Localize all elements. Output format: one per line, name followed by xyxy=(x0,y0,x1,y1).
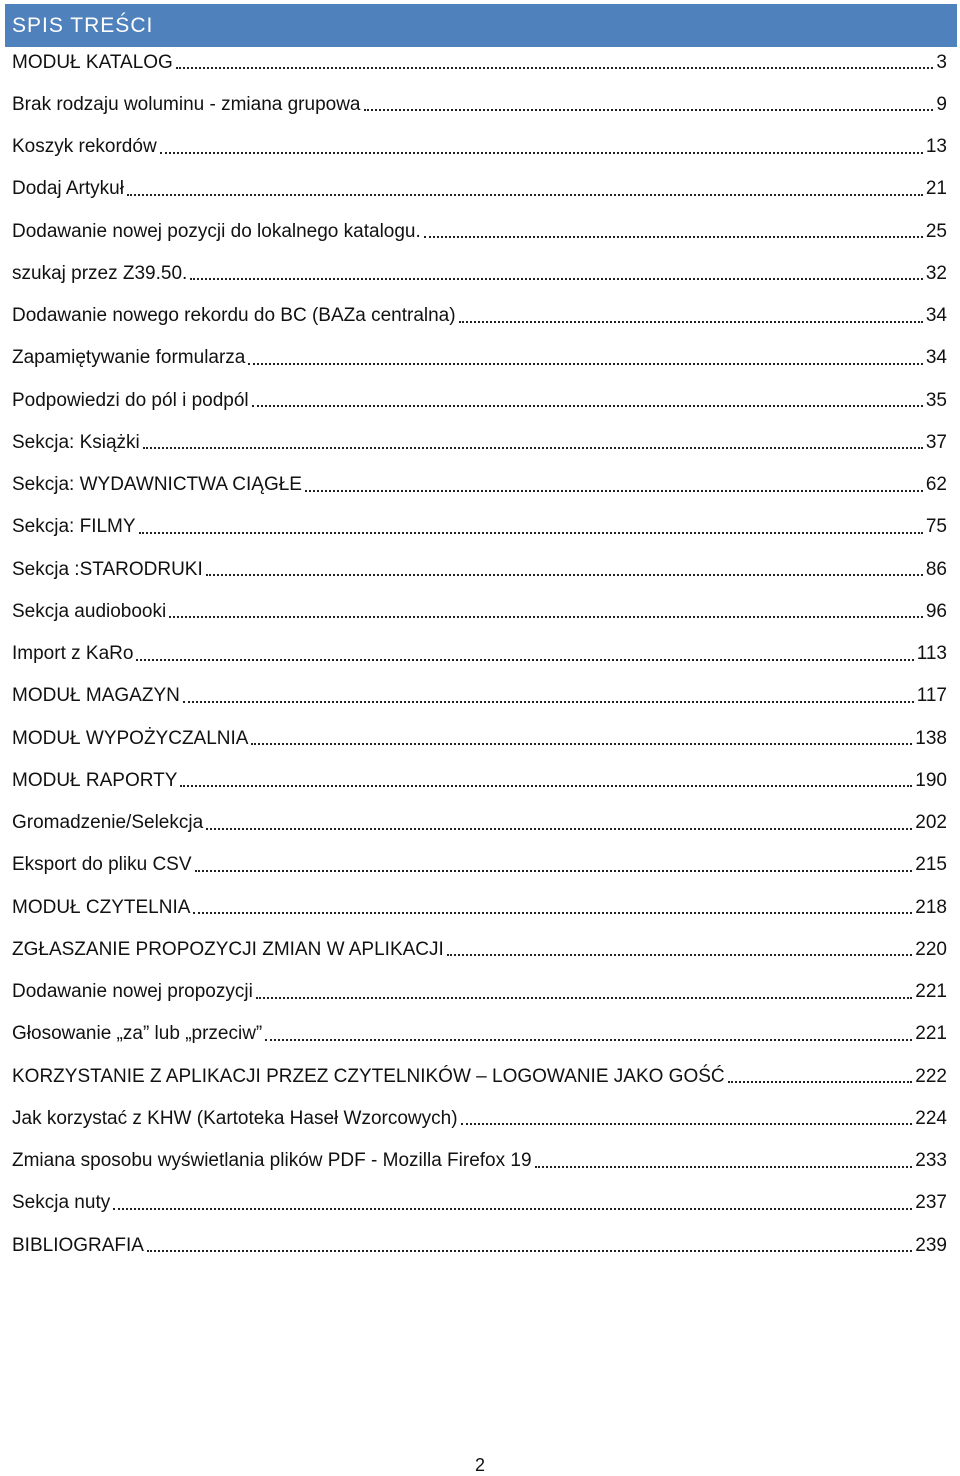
toc-entry-page: 117 xyxy=(916,685,947,707)
toc-entry[interactable] xyxy=(12,633,947,675)
toc-entry-page: 237 xyxy=(915,1192,947,1214)
toc-entry[interactable] xyxy=(12,1224,947,1266)
toc-entry-page: 32 xyxy=(925,262,947,284)
toc-entry-page: 224 xyxy=(915,1107,947,1129)
toc-dot-leader xyxy=(459,321,923,323)
toc-dot-leader xyxy=(127,194,923,196)
toc-entry-page: 34 xyxy=(925,305,947,327)
toc-entry-label: MODUŁ RAPORTY xyxy=(12,769,178,791)
toc-entry[interactable] xyxy=(12,928,947,970)
toc-entry[interactable] xyxy=(12,675,947,717)
toc-dot-leader xyxy=(139,532,923,534)
toc-entry[interactable] xyxy=(12,252,947,294)
toc-entry-label: ZGŁASZANIE PROPOZYCJI ZMIAN W APLIKACJI xyxy=(12,938,444,960)
toc-entry-page: 233 xyxy=(915,1150,947,1172)
toc-entry-label: MODUŁ CZYTELNIA xyxy=(12,896,191,918)
toc-dot-leader xyxy=(424,236,923,238)
toc-entry[interactable] xyxy=(12,168,947,210)
toc-entry-page: 35 xyxy=(925,389,947,411)
toc-entry-label: Eksport do pliku CSV xyxy=(12,854,192,876)
toc-dot-leader xyxy=(176,67,934,69)
toc-dot-leader xyxy=(305,490,923,492)
toc-dot-leader xyxy=(256,997,912,999)
toc-entry-label: Sekcja nuty xyxy=(12,1192,111,1214)
toc-dot-leader xyxy=(190,278,923,280)
toc-entry-page: 21 xyxy=(925,178,947,200)
toc-entry-label: Podpowiedzi do pól i podpól xyxy=(12,389,249,411)
toc-entry[interactable] xyxy=(12,421,947,463)
toc-entry-page: 34 xyxy=(925,347,947,369)
toc-entry-label: Głosowanie „za” lub „przeciw” xyxy=(12,1023,263,1045)
toc-dot-leader xyxy=(113,1208,912,1210)
toc-entry[interactable] xyxy=(12,548,947,590)
toc-entry[interactable] xyxy=(12,337,947,379)
toc-dot-leader xyxy=(206,828,912,830)
toc-dot-leader xyxy=(193,912,912,914)
toc-entry[interactable] xyxy=(12,295,947,337)
toc-dot-leader xyxy=(160,152,923,154)
toc-entry-label: szukaj przez Z39.50. xyxy=(12,262,188,284)
toc-dot-leader xyxy=(728,1081,913,1083)
toc-dot-leader xyxy=(183,701,914,703)
toc-entry[interactable] xyxy=(12,759,947,801)
toc-entry-page: 13 xyxy=(925,136,947,158)
toc-entry-label: Import z KaRo xyxy=(12,643,134,665)
toc-entry[interactable] xyxy=(12,802,947,844)
toc-entry-page: 3 xyxy=(936,51,947,73)
toc-entry-label: Jak korzystać z KHW (Kartoteka Haseł Wzorcowych) xyxy=(12,1107,458,1129)
toc-entry[interactable] xyxy=(12,886,947,928)
toc-entry[interactable] xyxy=(12,83,947,125)
toc-entry-label: Sekcja: WYDAWNICTWA CIĄGŁE xyxy=(12,474,302,496)
toc-entry-label: Dodawanie nowej pozycji do lokalnego katalogu. xyxy=(12,220,421,242)
toc-entry[interactable] xyxy=(12,844,947,886)
toc-dot-leader xyxy=(147,1250,912,1252)
toc-entry-page: 86 xyxy=(925,558,947,580)
toc-entry-label: Brak rodzaju woluminu - zmiana grupowa xyxy=(12,93,361,115)
toc-dot-leader xyxy=(265,1039,912,1041)
toc-entry-label: Sekcja: FILMY xyxy=(12,516,136,538)
toc-entry[interactable] xyxy=(12,464,947,506)
toc-entry-label: Dodaj Artykuł xyxy=(12,178,124,200)
toc-entry-page: 138 xyxy=(915,727,947,749)
toc-entry[interactable] xyxy=(12,717,947,759)
toc-entry-page: 62 xyxy=(925,474,947,496)
toc-dot-leader xyxy=(251,743,912,745)
toc-entry-page: 218 xyxy=(915,896,947,918)
toc-entry-label: Dodawanie nowej propozycji xyxy=(12,981,253,1003)
toc-dot-leader xyxy=(169,616,923,618)
toc-entry[interactable] xyxy=(12,971,947,1013)
toc-entry[interactable] xyxy=(12,506,947,548)
toc-entry[interactable] xyxy=(12,379,947,421)
toc-entry-page: 222 xyxy=(915,1065,947,1087)
page-number: 2 xyxy=(474,1455,485,1475)
toc-entry-page: 239 xyxy=(915,1234,947,1256)
toc-dot-leader xyxy=(461,1123,913,1125)
toc-entry[interactable] xyxy=(12,1182,947,1224)
toc-entry-page: 220 xyxy=(915,938,947,960)
toc-entry-page: 37 xyxy=(925,431,947,453)
toc-entry-label: Sekcja audiobooki xyxy=(12,600,167,622)
toc-entry[interactable] xyxy=(12,41,947,83)
toc-dot-leader xyxy=(206,574,923,576)
toc-entry-label: MODUŁ WYPOŻYCZALNIA xyxy=(12,727,249,749)
toc-entry-page: 215 xyxy=(915,854,947,876)
toc-entry[interactable] xyxy=(12,590,947,632)
toc-entry-label: Gromadzenie/Selekcja xyxy=(12,812,204,834)
toc-entry[interactable] xyxy=(12,126,947,168)
toc-dot-leader xyxy=(180,785,912,787)
toc-entry-page: 190 xyxy=(915,769,947,791)
toc-entry-label: MODUŁ KATALOG xyxy=(12,51,173,73)
toc-dot-leader xyxy=(535,1166,913,1168)
toc-dot-leader xyxy=(195,870,913,872)
toc-entry-page: 9 xyxy=(936,93,947,115)
toc-entry[interactable] xyxy=(12,1013,947,1055)
toc-entry-label: Dodawanie nowego rekordu do BC (BAZa centralna) xyxy=(12,305,456,327)
toc-entry-page: 75 xyxy=(925,516,947,538)
toc-entry-label: MODUŁ MAGAZYN xyxy=(12,685,180,707)
toc-entry-label: Sekcja :STARODRUKI xyxy=(12,558,203,580)
toc-entry-label: Koszyk rekordów xyxy=(12,136,157,158)
toc-entry-page: 221 xyxy=(915,1023,947,1045)
toc-entry[interactable] xyxy=(12,210,947,252)
toc-entry[interactable] xyxy=(12,1140,947,1182)
toc-entry-page: 96 xyxy=(925,600,947,622)
toc-dot-leader xyxy=(136,659,913,661)
toc-entry-page: 202 xyxy=(915,812,947,834)
toc-entry-label: Zapamiętywanie formularza xyxy=(12,347,246,369)
toc-dot-leader xyxy=(447,954,913,956)
toc-entry-page: 113 xyxy=(916,643,947,665)
toc-entry-label: Zmiana sposobu wyświetlania plików PDF - Mozilla Firefox 19 xyxy=(12,1150,532,1172)
toc-entry-label: BIBLIOGRAFIA xyxy=(12,1234,144,1256)
toc-list xyxy=(12,41,947,1266)
toc-title: SPIS TREŚCI xyxy=(12,13,154,37)
toc-dot-leader xyxy=(248,363,922,365)
toc-entry[interactable] xyxy=(12,1097,947,1139)
toc-entry-page: 221 xyxy=(915,981,947,1003)
toc-entry-label: KORZYSTANIE Z APLIKACJI PRZEZ CZYTELNIKÓW – LOGOWANIE JAKO GOŚĆ xyxy=(12,1065,725,1087)
toc-entry-label: Sekcja: Książki xyxy=(12,431,140,453)
toc-dot-leader xyxy=(143,447,923,449)
toc-entry-page: 25 xyxy=(925,220,947,242)
toc-entry[interactable] xyxy=(12,1055,947,1097)
toc-dot-leader xyxy=(364,109,934,111)
toc-dot-leader xyxy=(252,405,923,407)
